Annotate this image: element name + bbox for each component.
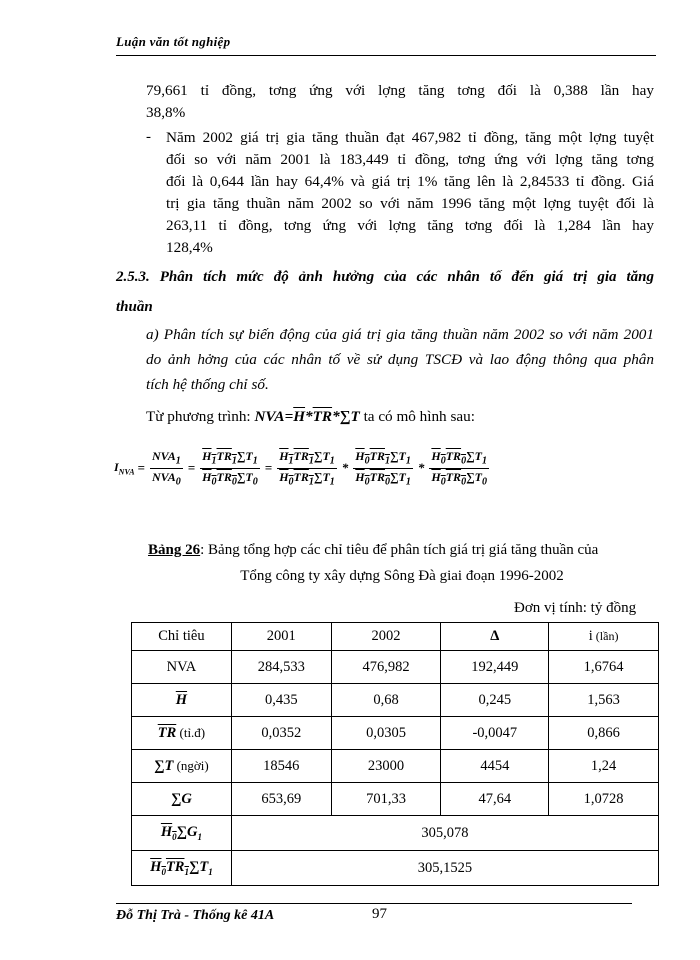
section-heading-line: thuần [116,299,153,315]
table-caption [148,542,656,559]
summary-table [131,622,659,886]
cell-index: 1,6764 [549,651,659,684]
cell-2001: 0,0352 [231,717,331,750]
cell-2002: 23000 [331,750,441,783]
equation-h: $\overline{H}$ [293,408,306,425]
equation-star: * [332,408,340,425]
bullet-line: đối so với năm 2001 là 183,449 tỉ đồng, tơng ứng với lợng tăng tơng [166,151,654,168]
cell-delta: 4454 [441,750,549,783]
header-cell: Chỉ tiêu [132,623,232,651]
section-heading-line: 2.5.3. Phân tích mức độ ảnh hưởng của các nhân tố đến giá trị gia tăng [116,269,654,285]
table-header-row [132,623,659,651]
cell-index: 0,866 [549,717,659,750]
header-cell: 2001 [231,623,331,651]
bullet-line: trị gia tăng thuần năm 2002 so với năm 1996 tăng một lợng tuyệt đối là [166,195,654,212]
equation-t: T [350,408,360,425]
cell-2002: 0,68 [331,684,441,717]
cell-delta: 47,64 [441,783,549,816]
table-row [132,717,659,750]
subsection-line: do ảnh hởng của các nhân tố về sử dụng TSCĐ và lao động thông qua phân [146,351,654,368]
footer-divider [116,903,632,904]
bullet-paragraph [166,127,654,259]
index-system-formula [114,443,491,493]
merged-value-cell: 305,1525 [231,851,658,886]
bullet-line: 263,11 tỉ đồng, tơng ứng với lợng tăng tơng đối là 1,284 lần hay [166,217,654,234]
page-header-title: Luận văn tốt nghiệp [116,34,231,49]
formula-fraction: $\frac{H_0TR_0\sum T_1}{H_0TR_0\sum T_0}$ [431,449,487,487]
equation-intro: Từ phương trình: [146,408,251,425]
table-row-merged [132,816,659,851]
paragraph-line: 79,661 tỉ đồng, tơng ứng với lợng tăng tơng đối là 0,388 lần hay [146,82,654,99]
bullet-marker: - [146,129,151,145]
cell-delta: 0,245 [441,684,549,717]
merged-value-cell: 305,078 [231,816,658,851]
header-cell: Δ [441,623,549,651]
equation-star: * [305,408,313,425]
header-cell: i (lần) [549,623,659,651]
header-divider [116,55,656,56]
cell-2002: 701,33 [331,783,441,816]
header-cell: 2002 [331,623,441,651]
table-caption-label: Bảng 26 [148,542,201,558]
subsection-line: a) Phân tích sự biến động của giá trị gia tăng thuần năm 2002 so với năm 2001 [146,326,654,343]
paragraph-continuation [146,80,654,124]
formula-fraction: $\frac{H_1TR_1\sum T_1}{H_0TR_1\sum T_1}$ [279,449,335,487]
formula-index: $I_{NVA}$ [114,459,135,477]
cell-index: 1,563 [549,684,659,717]
cell-index: 1,24 [549,750,659,783]
cell-2001: 18546 [231,750,331,783]
table-row [132,783,659,816]
row-label: $H_0\sum G_1$ [132,816,232,851]
unit-label: Đơn vị tính: tỷ đồng [514,600,637,616]
formula-fraction: $\frac{H_1TR_1\sum T_1}{H_0TR_0\sum T_0}$ [202,449,258,487]
cell-2001: 284,533 [231,651,331,684]
page-number: 97 [372,906,387,922]
formula-fraction: $\frac{NVA_1}{NVA_0}$ [151,449,181,487]
section-heading [116,262,654,322]
table-row [132,684,659,717]
cell-2001: 653,69 [231,783,331,816]
formula-equals: = [137,460,145,475]
table-row [132,651,659,684]
row-label: ∑T (ngời) [132,750,232,783]
subsection-line: tích hệ thống chỉ số. [146,376,269,393]
table-caption-line2: Tổng công ty xây dựng Sông Đà giai đoạn 1996-2002 [240,568,564,584]
cell-2002: 0,0305 [331,717,441,750]
table-row-merged [132,851,659,886]
bullet-line: Năm 2002 giá trị gia tăng thuần đạt 467,982 tỉ đồng, tăng một lợng tuyệt [166,129,654,146]
bullet-line: 128,4% [166,239,213,256]
cell-2001: 0,435 [231,684,331,717]
row-label: $H_0TR_1\sum T_1$ [132,851,232,886]
table-caption-text: : Bảng tổng hợp các chỉ tiêu để phân tích giá trị giá tăng thuần của [200,542,599,558]
row-label: $\overline{TR}$ (tỉ.đ) [132,717,232,750]
row-label: $\overline{H}$ [132,684,232,717]
table-row [132,750,659,783]
equation-equals: = [284,408,294,425]
cell-delta: 192,449 [441,651,549,684]
row-label: ∑G [132,783,232,816]
cell-2002: 476,982 [331,651,441,684]
equation-lhs: NVA [254,408,285,425]
formula-equals: = [264,460,273,475]
row-label: NVA [132,651,232,684]
paragraph-line: 38,8% [146,104,186,121]
equation-sentence [146,408,475,426]
equation-outro: ta có mô hình sau: [363,408,475,425]
formula-fraction: $\frac{H_0TR_1\sum T_1}{H_0TR_0\sum T_1}$ [355,449,411,487]
cell-index: 1,0728 [549,783,659,816]
cell-delta: -0,0047 [441,717,549,750]
footer-author: Đỗ Thị Trà - Thống kê 41A [116,908,275,923]
equation-expression [254,408,363,425]
formula-equals: = [187,460,196,475]
bullet-line: đối là 0,644 lần hay 64,4% và giá trị 1% tăng lên là 2,84533 tỉ đồng. Giá [166,173,654,190]
subsection-text [146,322,654,397]
formula-times: * [341,460,349,475]
formula-times: * [417,460,425,475]
equation-sum: ∑ [339,408,351,425]
equation-tr: $\overline{TR}$ [312,408,333,425]
